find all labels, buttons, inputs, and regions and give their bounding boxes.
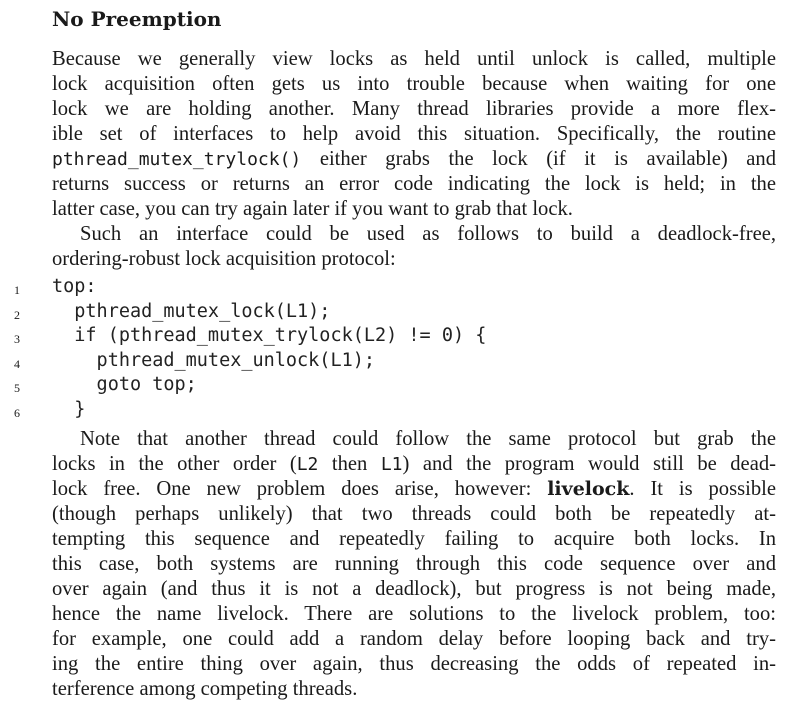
code-listing: [0, 275, 811, 423]
text-line: over again (and thus it is not a deadlock), but progress is not being made,: [52, 578, 776, 600]
text-line: hence the name livelock. There are solutions to the livelock problem, too:: [52, 603, 776, 625]
code-row: [0, 373, 811, 398]
text-line: tempting this sequence and repeatedly failing to acquire both locks. In: [52, 528, 776, 550]
section-heading: No Preemption: [52, 7, 222, 31]
code-line: if (pthread_mutex_trylock(L2) != 0) {: [52, 325, 487, 347]
line-number: 4: [14, 356, 20, 371]
code-line: top:: [52, 276, 97, 297]
text-line: latter case, you can try again later if you want to grab that lock.: [52, 198, 573, 220]
text-line: Because we generally view locks as held until unlock is called, multiple: [52, 48, 776, 70]
text-fragment: either grabs the lock (if it is available) and: [301, 148, 776, 170]
code-row: [0, 398, 811, 423]
paragraph-intro: [52, 47, 776, 222]
text-fragment: . It is possible: [629, 478, 776, 500]
text-line: terference among competing threads.: [52, 678, 358, 700]
code-row: [0, 349, 811, 374]
text-line: (though perhaps unlikely) that two threads could both be repeatedly at-: [52, 503, 776, 525]
code-line: pthread_mutex_lock(L1);: [52, 300, 331, 322]
code-line: goto top;: [52, 374, 197, 396]
code-row: [0, 300, 811, 325]
text-line: returns success or returns an error code indicating the lock is held; in the: [52, 173, 776, 195]
code-row: [0, 275, 811, 300]
line-number: 3: [14, 332, 20, 347]
text-line: Such an interface could be used as follows to build a deadlock-free,: [80, 223, 776, 245]
text-line: [52, 147, 776, 172]
text-line: [52, 477, 776, 502]
text-line: [52, 452, 776, 477]
text-line: ordering-robust lock acquisition protocol:: [52, 248, 396, 270]
text-fragment: then: [318, 453, 381, 475]
line-number: 6: [14, 405, 20, 420]
code-row: [0, 324, 811, 349]
text-line: ing the entire thing over again, thus decreasing the odds of repeated in-: [52, 653, 776, 675]
text-fragment: ) and the program would still be dead-: [402, 453, 776, 475]
text-line: this case, both systems are running through this code sequence over and: [52, 553, 776, 575]
inline-code-l2: L2: [296, 454, 319, 475]
text-line: lock acquisition often gets us into trouble because when waiting for one: [52, 73, 776, 95]
text-fragment: locks in the other order (: [52, 453, 297, 475]
text-line: lock we are holding another. Many thread libraries provide a more flex-: [52, 98, 776, 120]
line-number: 1: [14, 283, 20, 297]
text-line: for example, one could add a random delay before looping back and try-: [52, 628, 776, 650]
inline-code-trylock: pthread_mutex_trylock(): [52, 149, 302, 170]
line-number: 2: [14, 307, 20, 322]
term-livelock: livelock: [547, 478, 630, 500]
code-line: pthread_mutex_unlock(L1);: [52, 349, 376, 371]
text-line: ible set of interfaces to help avoid this situation. Specifically, the routine: [52, 123, 776, 145]
text-fragment: lock free. One new problem does arise, however:: [52, 478, 548, 500]
line-number: 5: [14, 381, 20, 396]
paragraph-livelock: [52, 427, 776, 702]
inline-code-l1: L1: [380, 454, 403, 475]
code-line: }: [52, 398, 86, 420]
text-line: Note that another thread could follow the same protocol but grab the: [80, 428, 776, 450]
paragraph-interface: [52, 222, 776, 272]
